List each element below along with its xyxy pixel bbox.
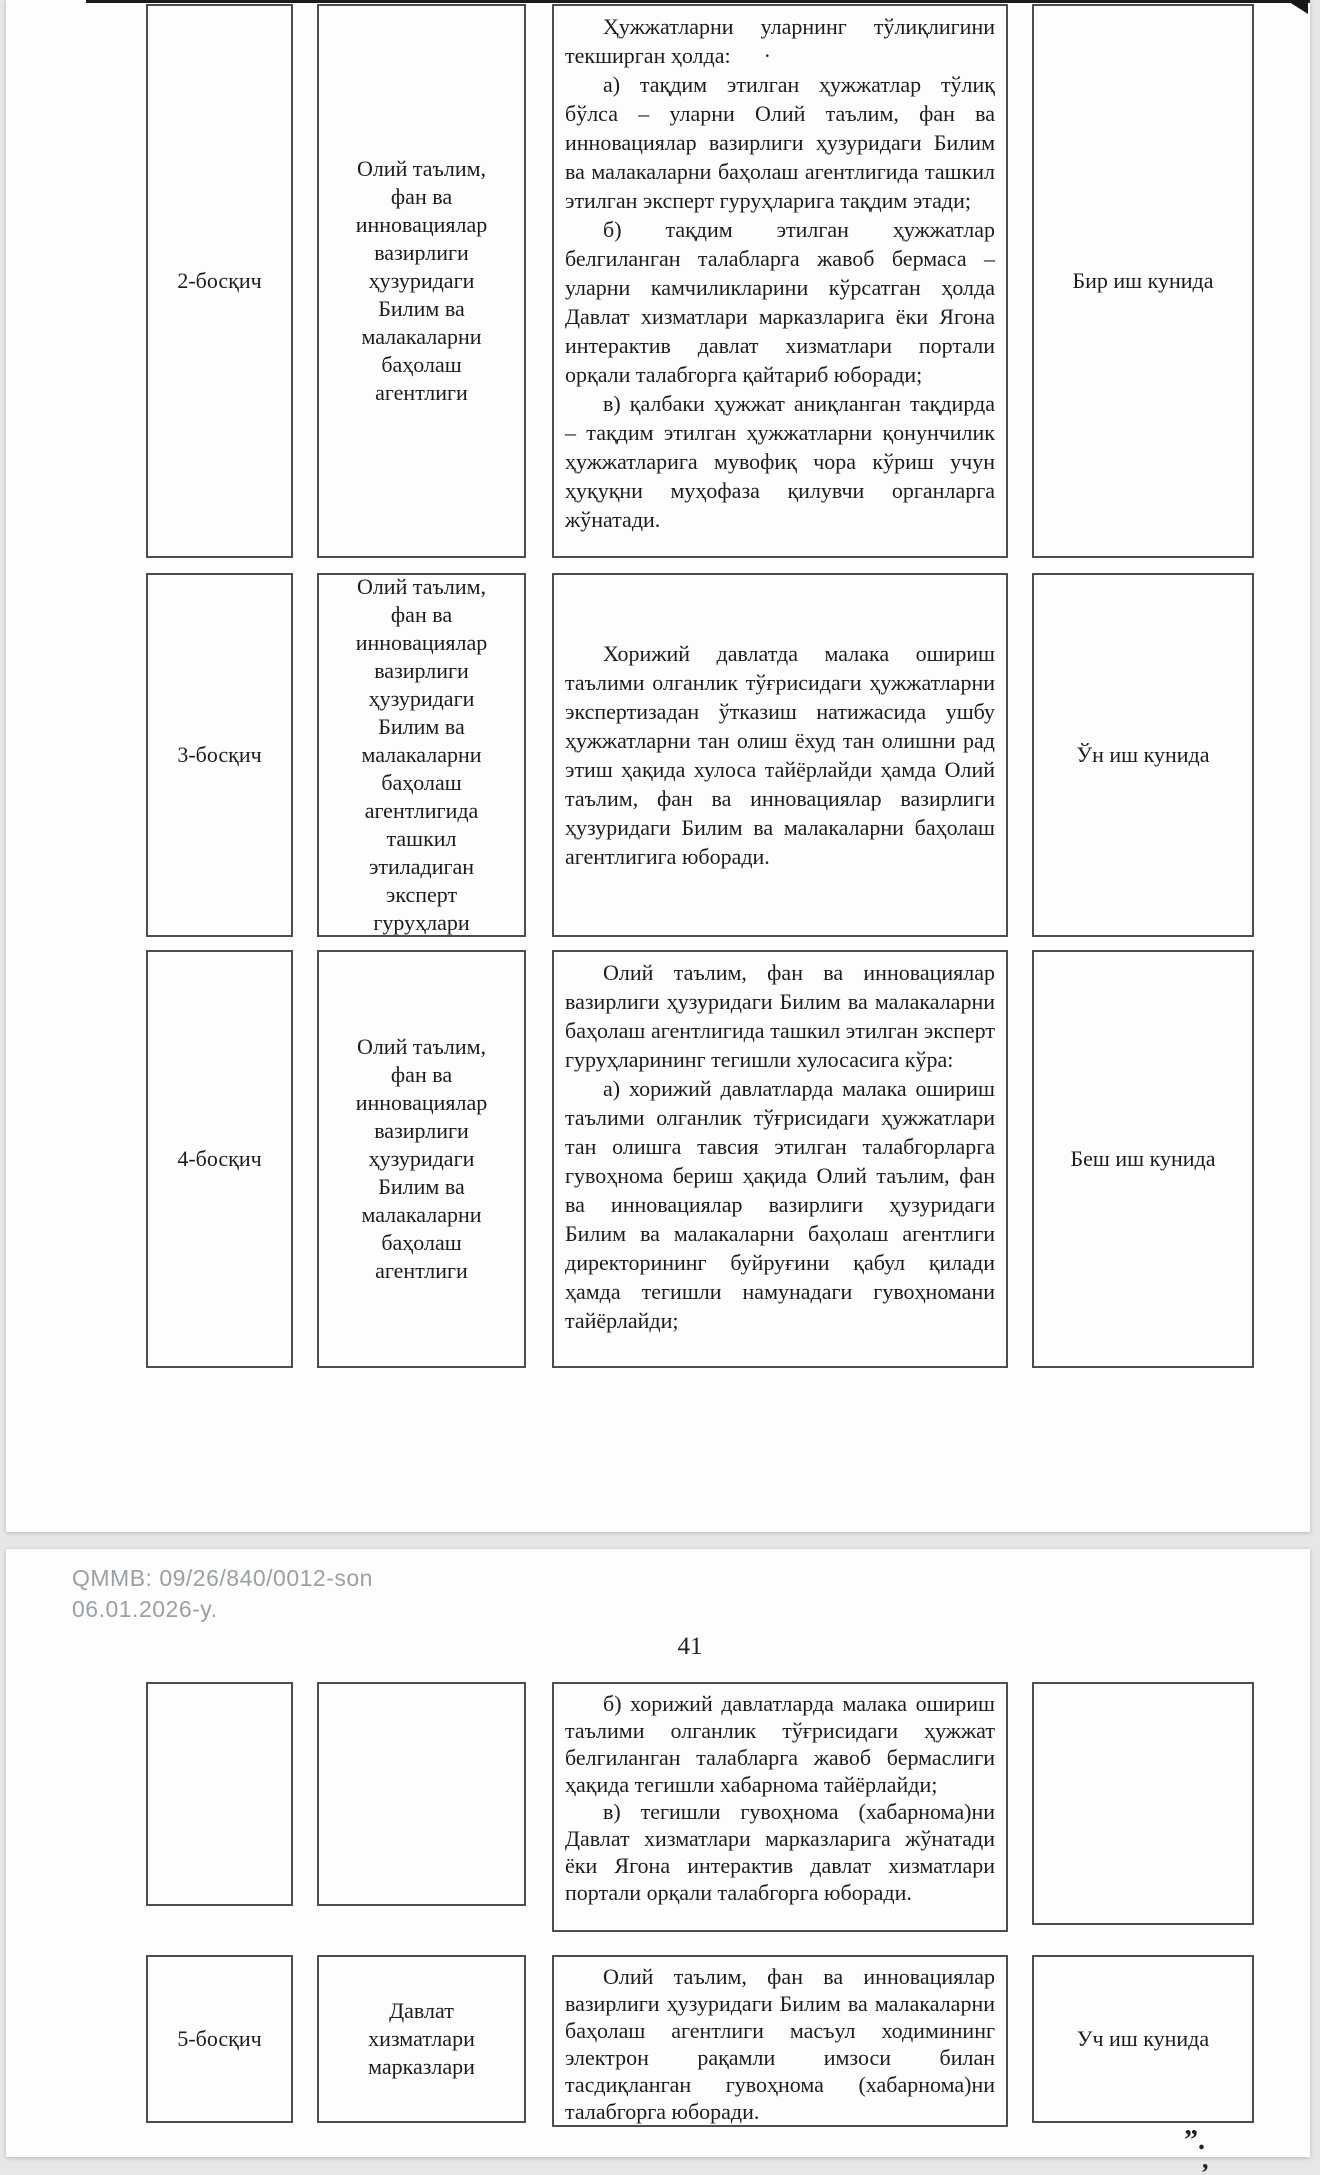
procedure-text-cell xyxy=(552,1955,1008,2127)
organization-label: Олий таълим, фан ва инновациялар вазирлиги ҳузуридаги Билим ва малакаларни баҳолаш агентлиги xyxy=(355,156,488,405)
procedure-paragraph: б) хорижий давлатларда малака ошириш таълими олганлик тўғрисидаги ҳужжат белгиланган талабларга жавоб бермаслиги ҳақида тегишли хабарнома тайёрлайди; xyxy=(565,1691,995,1797)
procedure-table-page-1 xyxy=(6,0,1310,1532)
procedure-paragraph: Олий таълим, фан ва инновациялар вазирлиги ҳузуридаги Билим ва малакаларни баҳолаш агентлиги масъул ходимининг электрон рақамли имзоси билан тасдиқланган гувоҳнома (хабарнома)ни талабгорга юборади. xyxy=(565,1964,995,2124)
docref-date: 06.01.2026-y. xyxy=(72,1596,218,1622)
procedure-paragraph: б) тақдим этилган ҳужжатлар белгиланган талабларга жавоб бермаса – уларни камчиликларини кўрсатган ҳолда Давлат хизматлари марказларига ёки Ягона интерактив давлат хизматлари портали орқали талабгорга қайтариб юборади; xyxy=(565,217,995,387)
term-cell xyxy=(1032,1955,1254,2123)
procedure-paragraph: Олий таълим, фан ва инновациялар вазирлиги ҳузуридаги Билим ва малакаларни баҳолаш агентлигида ташкил этилган эксперт гуруҳларининг тегишли хулосасига кўра: xyxy=(565,960,995,1072)
procedure-table-page-2 xyxy=(6,1549,1310,2157)
stage-cell xyxy=(146,1955,293,2123)
table-row xyxy=(6,1549,1310,2157)
procedure-paragraph: Ҳужжатларни уларнинг тўлиқлигини текширган ҳолда: · xyxy=(565,14,995,68)
closing-quote-mark: ”. xyxy=(1184,2125,1205,2156)
organization-label: Давлат хизматлари марказлари xyxy=(368,1998,475,2079)
procedure-paragraph: а) тақдим этилган ҳужжатлар тўлиқ бўлса – уларни Олий таълим, фан ва инновациялар вазирлиги ҳузуридаги Билим ва малакаларни баҳолаш агентлигида ташкил этилган эксперт гуруҳларига тақдим этади; xyxy=(565,72,995,213)
docref-number: QMMB: 09/26/840/0012-son xyxy=(72,1565,373,1591)
organization-cell xyxy=(317,1955,526,2123)
procedure-paragraph: в) қалбаки ҳужжат аниқланган тақдирда – тақдим этилган ҳужжатларни қонунчилик ҳужжатларига мувофиқ чора кўриш учун ҳуқуқни муҳофаза қилувчи органларга жўнатади. xyxy=(565,391,995,532)
page-number: 41 xyxy=(677,1633,703,1660)
stage-label: 2-босқич xyxy=(177,268,262,293)
closing-comma-mark: , xyxy=(1202,2145,1209,2174)
stage-label: 5-босқич xyxy=(177,2026,262,2051)
stage-cell xyxy=(146,950,293,1368)
organization-label: Олий таълим, фан ва инновациялар вазирлиги ҳузуридаги Билим ва малакаларни баҳолаш агентлиги xyxy=(355,1034,488,1283)
procedure-paragraph: Хорижий давлатда малака ошириш таълими олганлик тўғрисидаги ҳужжатларни экспертизадан ўтказиш натижасида ушбу ҳужжатларни тан олиш ёхуд тан олишни рад этиш ҳақида хулоса тайёрлайди ҳамда Олий таълим, фан ва инновациялар вазирлиги ҳузуридаги Билим ва малакаларни баҳолаш агентлигига юборади. xyxy=(565,641,995,869)
term-label: Беш иш кунида xyxy=(1070,1146,1216,1171)
organization-cell xyxy=(317,950,526,1368)
term-label: Ўн иш кунида xyxy=(1076,742,1210,767)
stage-label: 4-босқич xyxy=(177,1146,262,1171)
procedure-paragraph: в) тегишли гувоҳнома (хабарнома)ни Давлат хизматлари марказларига жўнатади ёки Ягона интерактив давлат хизматлари портали орқали талабгорга юборади. xyxy=(565,1799,995,1905)
term-cell xyxy=(1032,950,1254,1368)
procedure-text-cell xyxy=(552,950,1008,1368)
document-page-1 xyxy=(6,0,1310,1532)
stage-label: 3-босқич xyxy=(177,742,262,767)
term-label: Уч иш кунида xyxy=(1076,2026,1210,2051)
table-row xyxy=(6,0,1310,1532)
procedure-paragraph: а) хорижий давлатларда малака ошириш таълими олганлик тўғрисидаги ҳужжатлари тан олишга тавсия этилган талабгорларга гувоҳнома бериш ҳақида Олий таълим, фан ва инновациялар вазирлиги ҳузуридаги Билим ва малакаларни баҳолаш агентлиги директорининг буйруғини қабул қилади ҳамда тегишли намунадаги гувоҳномани тайёрлайди; xyxy=(565,1076,995,1333)
document-page-2 xyxy=(6,1549,1310,2174)
organization-label: Олий таълим, фан ва инновациялар вазирлиги ҳузуридаги Билим ва малакаларни баҳолаш агентлигида ташкил этиладиган эксперт гуруҳлари xyxy=(355,574,488,935)
term-label: Бир иш кунида xyxy=(1072,268,1214,293)
